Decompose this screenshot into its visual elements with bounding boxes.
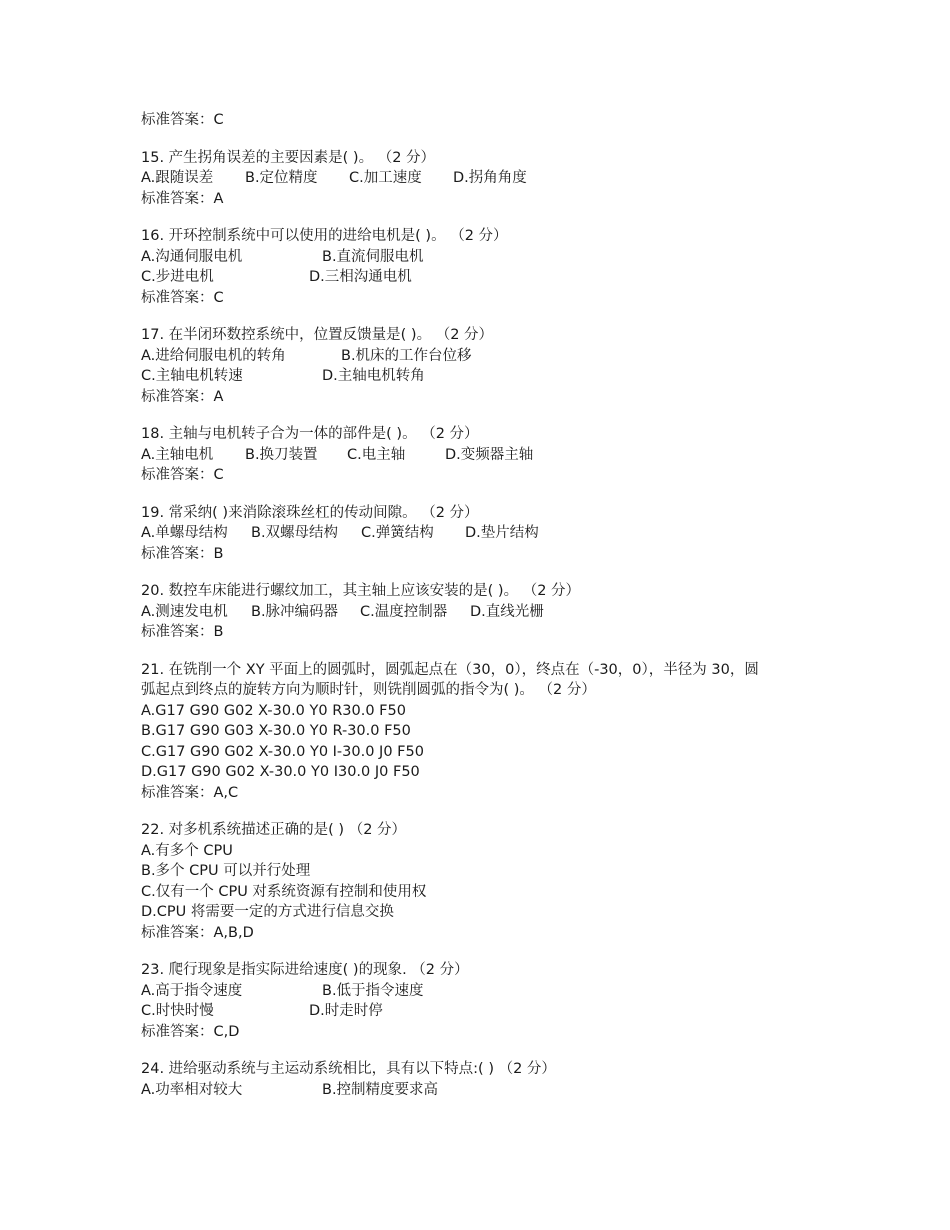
answer-option: B.G17 G90 G03 X-30.0 Y0 R-30.0 F50 [141,723,411,739]
question-block [141,148,821,210]
answer-option: B.直流伺服电机 [322,248,424,265]
answer-option: D.变频器主轴 [445,446,534,463]
answer-option: D.拐角角度 [453,170,527,186]
question-block [141,1059,821,1100]
question-block [141,581,821,643]
question-stem: 20. 数控车床能进行螺纹加工，其主轴上应该安装的是( )。 （2 分） [141,583,581,599]
question-spacer [141,564,821,581]
option-row [141,902,821,923]
answer-option: B.换刀装置 [245,446,318,463]
question-spacer [141,209,821,226]
option-row [141,247,821,268]
answer-option: D.主轴电机转角 [322,368,425,384]
option-row [141,1001,821,1022]
question-block [141,960,821,1042]
answer-option: C.仅有一个 CPU 对系统资源有控制和使用权 [141,883,427,900]
option-row [141,721,821,742]
question-spacer [141,943,821,960]
answer-option: B.机床的工作台位移 [341,347,472,364]
question-stem: 18. 主轴与电机转子合为一体的部件是( )。 （2 分） [141,426,479,442]
answer-value: A [213,190,224,207]
answer-option: D.CPU 将需要一定的方式进行信息交换 [141,904,394,920]
answer-option: A.有多个 CPU [141,842,233,859]
question-stem: 17. 在半闭环数控系统中，位置反馈量是( )。 （2 分） [141,327,494,343]
option-row [141,861,821,882]
answer-option: A.沟通伺服电机 [141,248,243,265]
option-row [141,445,821,466]
answer-label: 标准答案： [141,624,214,640]
answer-option: A.高于指令速度 [141,982,243,999]
option-row [141,346,821,367]
question-spacer [141,1042,821,1059]
answer-label: 标准答案： [141,924,214,941]
answer-option: C.时快时慢 [141,1003,214,1019]
question-stem: 24. 进给驱动系统与主运动系统相比，具有以下特点:( ) （2 分） [141,1061,556,1077]
answer-value: C [213,467,224,483]
answer-line [141,783,821,804]
answer-value: C [213,112,224,128]
answer-line [141,465,821,486]
answer-option: B.控制精度要求高 [322,1081,439,1098]
answer-option: B.定位精度 [245,170,318,186]
answer-option: B.脉冲编码器 [251,603,339,620]
answer-label: 标准答案： [141,467,214,483]
answer-option: C.弹簧结构 [361,525,434,541]
answer-value: B [213,624,224,640]
question-stem: 19. 常采纳( )来消除滚珠丝杠的传动间隙。 （2 分） [141,504,479,521]
option-row [141,882,821,903]
answer-option: C.加工速度 [349,170,422,186]
question-block [141,820,821,943]
question-stem: 22. 对多机系统描述正确的是( ) （2 分） [141,822,407,838]
question-spacer [141,803,821,820]
answer-option: A.G17 G90 G02 X-30.0 Y0 R30.0 F50 [141,702,406,719]
answer-option: A.主轴电机 [141,446,214,463]
answer-option: C.步进电机 [141,269,214,285]
question-stem: 15. 产生拐角误差的主要因素是( )。 （2 分） [141,149,436,166]
question-list [141,131,821,1101]
answer-option: A.测速发电机 [141,603,228,620]
answer-value: A [213,388,224,405]
answer-line [141,189,821,210]
answer-label: 标准答案： [141,289,214,306]
answer-value: C,D [213,1023,240,1040]
answer-option: D.时走时停 [309,1003,383,1019]
answer-label: 标准答案： [141,1023,214,1040]
answer-option: D.三相沟通电机 [309,269,412,285]
answer-option: B.低于指令速度 [322,982,424,999]
answer-label: 标准答案： [141,545,214,562]
answer-option: C.电主轴 [347,446,406,463]
answer-line [141,923,821,944]
answer-option: A.功率相对较大 [141,1081,243,1098]
answer-line [141,1022,821,1043]
answer-label: 标准答案： [141,388,214,405]
answer-line [141,544,821,565]
question-stem: 23. 爬行现象是指实际进给速度( )的现象. （2 分） [141,962,469,978]
option-row [141,267,821,288]
answer-option: C.温度控制器 [360,603,448,620]
question-stem: 16. 开环控制系统中可以使用的进给电机是( )。 （2 分） [141,228,508,244]
answer-option: C.G17 G90 G02 X-30.0 Y0 I-30.0 J0 F50 [141,743,424,760]
option-row [141,1080,821,1101]
answer-value: B [213,545,224,562]
answer-label: 标准答案： [141,190,214,207]
option-row [141,841,821,862]
answer-option: B.多个 CPU 可以并行处理 [141,863,311,879]
option-row [141,981,821,1002]
option-row [141,523,821,544]
answer-label: 标准答案： [141,784,214,801]
option-row [141,168,821,189]
answer-option: A.跟随误差 [141,170,214,186]
answer-option: D.垫片结构 [465,525,539,541]
answer-option: D.G17 G90 G02 X-30.0 Y0 I30.0 J0 F50 [141,764,420,780]
answer-value: A,B,D [213,924,254,941]
answer-option: A.单螺母结构 [141,525,228,541]
answer-option: C.主轴电机转速 [141,368,243,384]
question-stem-continued: 弧起点到终点的旋转方向为顺时针，则铣削圆弧的指令为( )。 （2 分） [141,682,596,698]
answer-line [141,110,821,131]
question-block [141,503,821,565]
option-row [141,742,821,763]
question-block [141,424,821,486]
answer-line [141,387,821,408]
answer-label: 标准答案： [141,112,214,128]
question-block [141,226,821,308]
answer-value: C [213,289,224,306]
option-row [141,602,821,623]
question-spacer [141,407,821,424]
answer-option: A.进给伺服电机的转角 [141,347,286,364]
question-block [141,325,821,407]
answer-line [141,288,821,309]
question-block [141,660,821,804]
option-row [141,762,821,783]
question-spacer [141,643,821,660]
option-row [141,366,821,387]
answer-option: B.双螺母结构 [251,525,339,541]
answer-option: D.直线光栅 [470,603,544,620]
question-spacer [141,308,821,325]
question-stem: 21. 在铣削一个 XY 平面上的圆弧时，圆弧起点在（30，0），终点在（-30，0），半径为 30，圆 [141,661,759,678]
document-page [141,110,821,1100]
answer-line [141,622,821,643]
question-spacer [141,131,821,148]
option-row [141,701,821,722]
answer-value: A,C [213,784,239,801]
question-spacer [141,486,821,503]
